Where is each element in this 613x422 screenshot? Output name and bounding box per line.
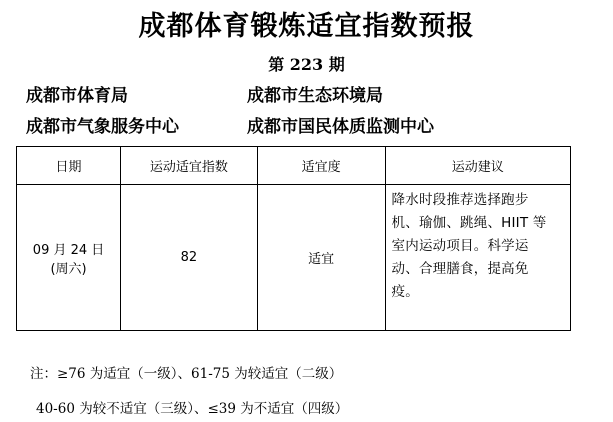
issuer-weather-center: 成都市气象服务中心 bbox=[26, 117, 179, 137]
table-header-row bbox=[17, 147, 571, 185]
note-line-2: 40-60 为较不适宜（三级）、≤39 为不适宜（四级） bbox=[36, 401, 349, 417]
issuer-ecology-bureau: 成都市生态环境局 bbox=[247, 86, 383, 106]
issuer-sports-bureau: 成都市体育局 bbox=[26, 86, 128, 106]
advice-line: 疫。 bbox=[391, 284, 419, 300]
column-header-date: 日期 bbox=[17, 147, 121, 185]
advice-line: 动、合理膳食，提高免 bbox=[391, 261, 529, 277]
advice-cell bbox=[385, 185, 570, 331]
table-row bbox=[17, 185, 571, 331]
column-header-level: 适宜度 bbox=[257, 147, 385, 185]
date-cell bbox=[17, 185, 121, 331]
column-header-index: 运动适宜指数 bbox=[121, 147, 258, 185]
issuer-fitness-center: 成都市国民体质监测中心 bbox=[247, 117, 434, 137]
advice-line: 机、瑜伽、跳绳、HIIT 等 bbox=[391, 215, 547, 231]
column-header-advice: 运动建议 bbox=[385, 147, 570, 185]
page-title: 成都体育锻炼适宜指数预报 bbox=[138, 11, 475, 42]
issue-number: 第 223 期 bbox=[268, 55, 345, 74]
level-cell: 适宜 bbox=[257, 185, 385, 331]
advice-line: 降水时段推荐选择跑步 bbox=[391, 192, 529, 208]
note-line-1: 注：≥76 为适宜（一级）、61-75 为较适宜（二级） bbox=[30, 366, 343, 382]
weekday-value: (周六) bbox=[50, 261, 87, 277]
forecast-table bbox=[16, 146, 571, 331]
advice-line: 室内运动项目。科学运 bbox=[391, 238, 529, 254]
index-cell: 82 bbox=[121, 185, 258, 331]
date-value: 09 月 24 日 bbox=[32, 242, 105, 258]
